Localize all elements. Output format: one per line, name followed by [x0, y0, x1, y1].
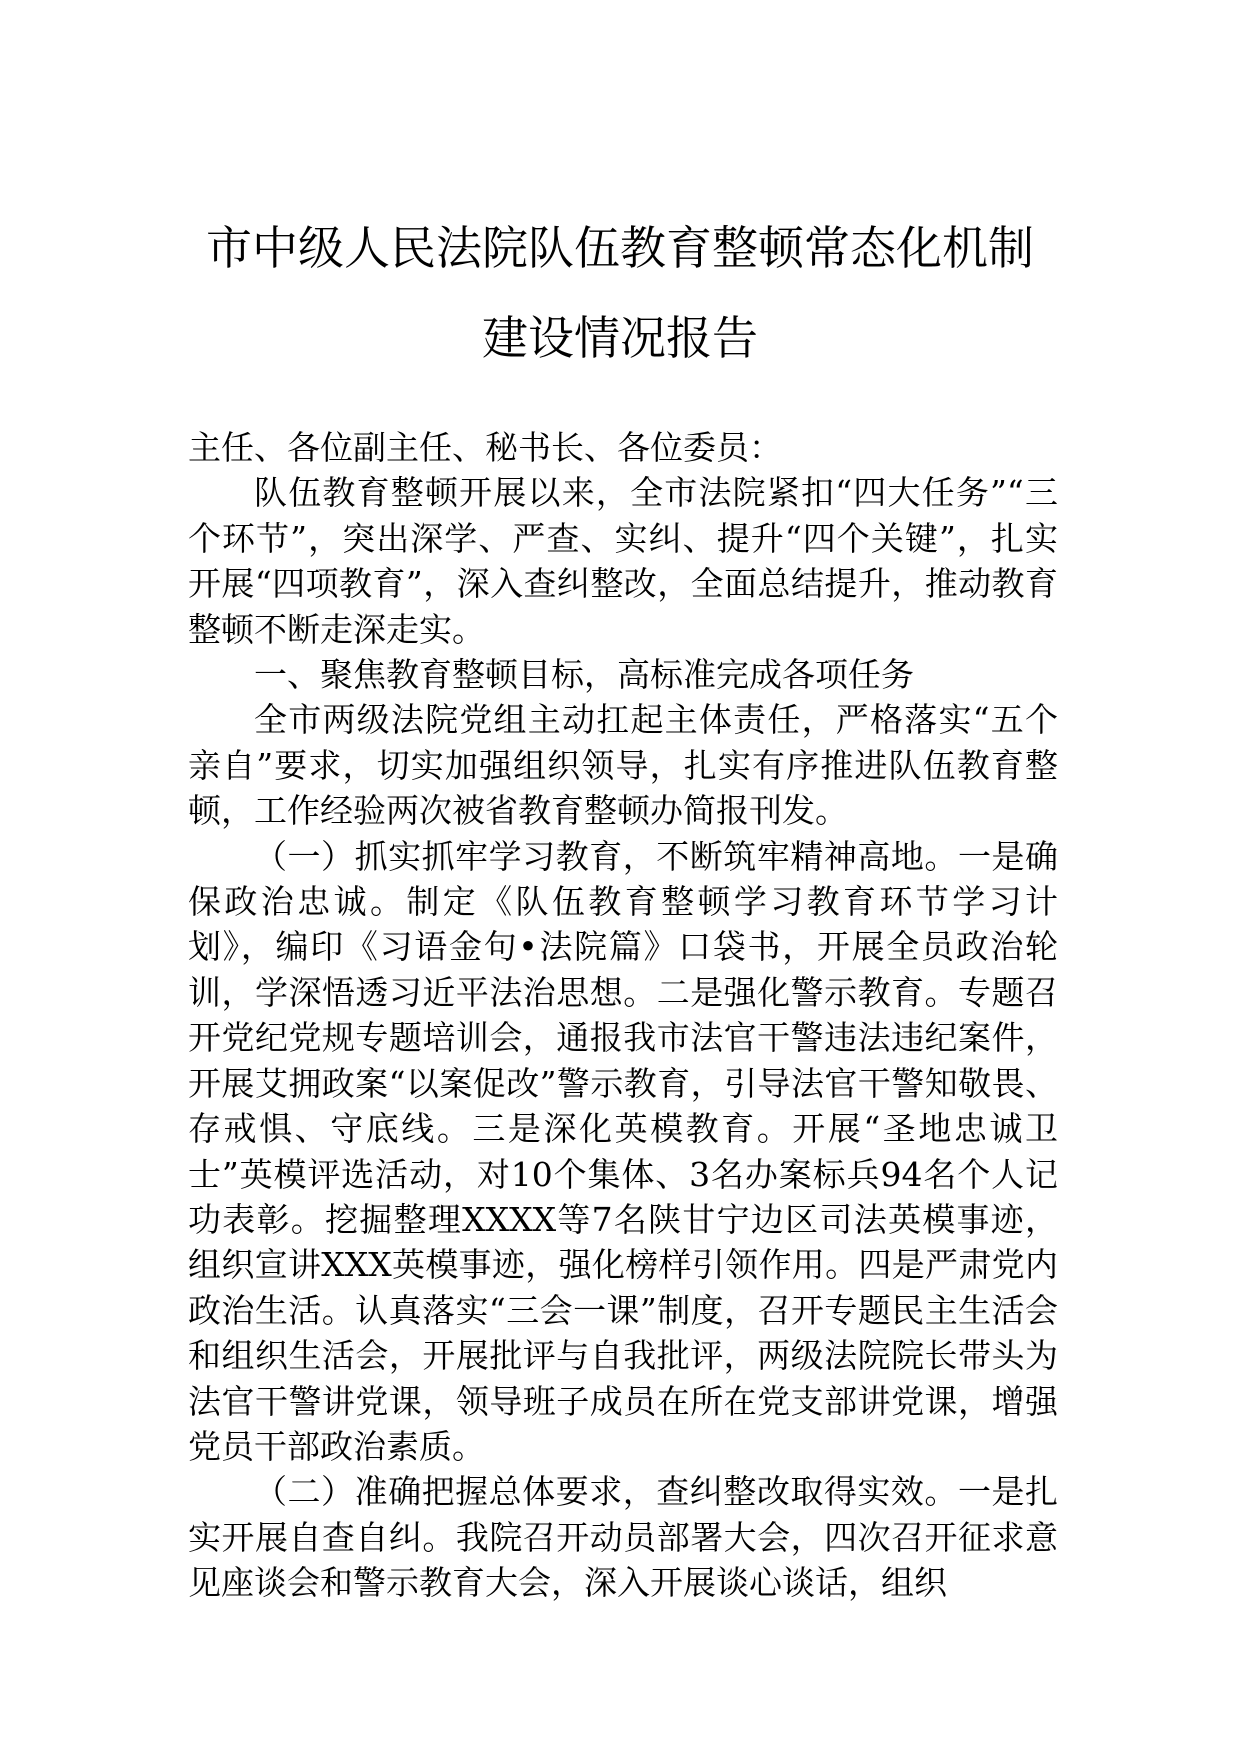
paragraph-intro: 队伍教育整顿开展以来，全市法院紧扣“四大任务”“三个环节”，突出深学、严查、实纠、提升“四个关键”，扎实开展“四项教育”，深入查纠整改，全面总结提升，推动教育整顿不断走深走实。	[188, 473, 1058, 649]
salutation: 主任、各位副主任、秘书长、各位委员：	[188, 428, 782, 467]
paragraph-subsection-1: （一）抓实抓牢学习教育，不断筑牢精神高地。一是确保政治忠诚。制定《队伍教育整顿学习教育环节学习计划》，编印《习语金句•法院篇》口袋书，开展全员政治轮训，学深悟透习近平法治思想。二是强化警示教育。专题召开党纪党规专题培训会，通报我市法官干警违法违纪案件，开展艾拥政案“以案促改”警示教育，引导法官干警知敬畏、存戒惧、守底线。三是深化英模教育。开展“圣地忠诚卫士”英模评选活动，对10个集体、3名办案标兵94名个人记功表彰。挖掘整理XXXX等7名陕甘宁边区司法英模事迹，组织宣讲XXX英模事迹，强化榜样引领作用。四是严肃党内政治生活。认真落实“三会一课”制度，召开专题民主生活会和组织生活会，开展批评与自我批评，两级法院院长带头为法官干警讲党课，领导班子成员在所在党支部讲党课，增强党员干部政治素质。	[188, 836, 1058, 1466]
document-title-line-2: 建设情况报告	[482, 311, 758, 365]
paragraph-subsection-2: （二）准确把握总体要求，查纠整改取得实效。一是扎实开展自查自纠。我院召开动员部署大会，四次召开征求意见座谈会和警示教育大会，深入开展谈心谈话，组织	[188, 1472, 1058, 1603]
paragraph-section-1: 全市两级法院党组主动扛起主体责任，严格落实“五个亲自”要求，切实加强组织领导，扎实有序推进队伍教育整顿，工作经验两次被省教育整顿办简报刊发。	[188, 700, 1058, 831]
section-heading-1: 一、聚焦教育整顿目标，高标准完成各项任务	[254, 655, 914, 695]
document-title-line-1: 市中级人民法院队伍教育整顿常态化机制	[206, 221, 1034, 275]
document-body	[188, 425, 1058, 1606]
